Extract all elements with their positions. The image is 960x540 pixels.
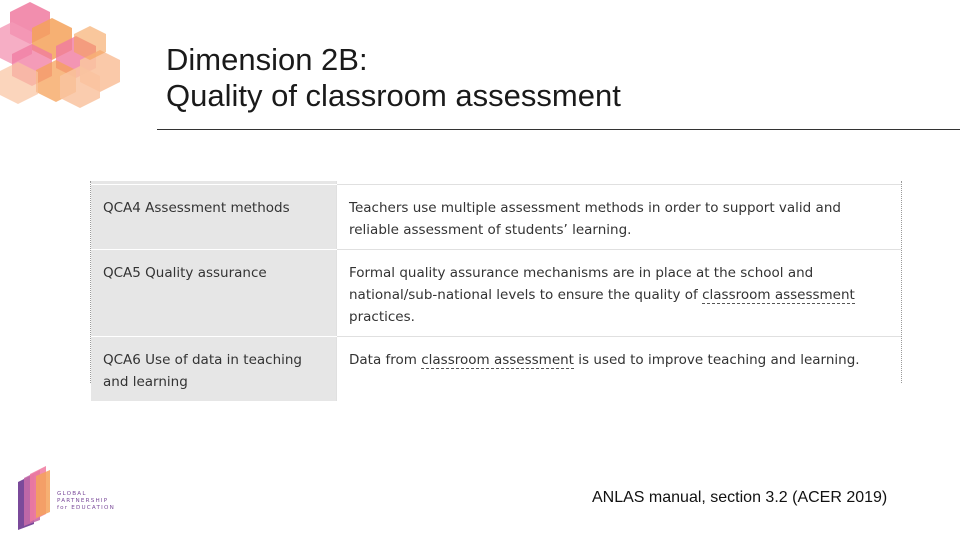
- gpe-logo-text: GLOBAL PARTNERSHIP for EDUCATION: [57, 491, 115, 511]
- title-line-1: Dimension 2B:: [166, 42, 368, 77]
- hexagon-decoration-icon: [0, 0, 130, 112]
- indicator-code: QCA6 Use of data in teaching and learning: [91, 337, 337, 402]
- indicator-description: Teachers use multiple assessment methods in order to support valid and reliable assessment of students’ learning.: [337, 185, 902, 250]
- assessment-table: [91, 181, 901, 401]
- table-row: [91, 250, 901, 337]
- gpe-books-logo-icon: [12, 464, 54, 532]
- title-divider: [157, 129, 960, 130]
- indicator-code: QCA5 Quality assurance: [91, 250, 337, 337]
- table-row: [91, 337, 901, 402]
- assessment-table-image: [90, 181, 902, 390]
- indicator-description: Data from classroom assessment is used to improve teaching and learning.: [337, 337, 902, 402]
- indicator-description: Formal quality assurance mechanisms are in place at the school and national/sub-national levels to ensure the quality of classroom assessment practices.: [337, 250, 902, 337]
- title-line-2: Quality of classroom assessment: [166, 78, 621, 113]
- table-row: [91, 185, 901, 250]
- source-citation: ANLAS manual, section 3.2 (ACER 2019): [592, 489, 888, 506]
- slide-title: [166, 42, 621, 114]
- indicator-code: QCA4 Assessment methods: [91, 185, 337, 250]
